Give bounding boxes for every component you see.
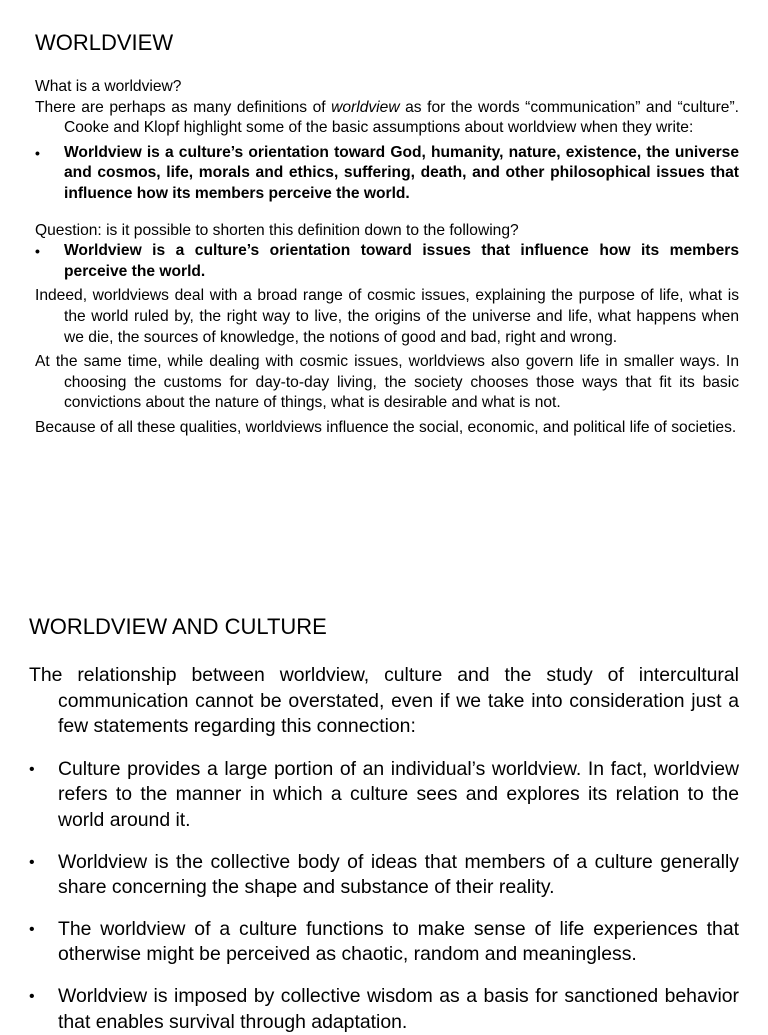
bullet-icon: • [35,243,40,260]
bullet-icon: • [29,760,35,778]
section-title: WORLDVIEW AND CULTURE [29,614,327,639]
intro-paragraph: The relationship between worldview, culture and the study of intercultural communication cannot be overstated, even if we take into consideration just a few statements regarding this connection: [29,664,739,738]
body-paragraph: At the same time, while dealing with cosmic issues, worldviews also govern life in smaller ways. In choosing the customs for day-to-day living, the society chooses those ways that fit its basic convictions about the nature of things, what is desirable and what is not. [35,353,739,412]
bullet-icon: • [29,987,35,1005]
intro-paragraph: There are perhaps as many definitions of worldview as for the words “communication” and “culture”. Cooke and Klopf highlight some of the basic assumptions about worldview when they write: [35,98,739,137]
worldview-culture-section [29,614,739,1035]
emphasized-term: worldview [331,98,400,116]
question-paragraph: Question: is it possible to shorten this definition down to the following? [35,221,519,239]
definition-bullet: • Worldview is a culture’s orientation toward God, humanity, nature, existence, the universe and cosmos, life, morals and ethics, suffering, death, and other philosophical issues that influence how its members perceive the world. [35,143,739,202]
list-item: • The worldview of a culture functions to make sense of life experiences that otherwise might be perceived as chaotic, random and meaningless. [29,917,739,966]
question-heading: What is a worldview? [35,78,182,95]
section-title: WORLDVIEW [35,30,174,55]
list-item: • Culture provides a large portion of an individual’s worldview. In fact, worldview refers to the manner in which a culture sees and explores its relation to the world around it. [29,757,739,831]
short-definition-bullet: • Worldview is a culture’s orientation toward issues that influence how its members perceive the world. [35,242,739,280]
bullet-icon: • [29,853,35,871]
bullet-icon: • [35,144,40,161]
body-paragraph: Because of all these qualities, worldviews influence the social, economic, and political life of societies. [35,418,737,436]
list-item: • Worldview is imposed by collective wisdom as a basis for sanctioned behavior that enables survival through adaptation. [29,984,739,1033]
bullet-icon: • [29,920,35,938]
body-paragraph: Indeed, worldviews deal with a broad range of cosmic issues, explaining the purpose of life, what is the world ruled by, the right way to live, the origins of the universe and life, what happens when we die, the sources of knowledge, the notions of good and bad, right and wrong. [35,287,739,346]
worldview-section [35,30,739,439]
list-item: • Worldview is the collective body of ideas that members of a culture generally share concerning the shape and substance of their reality. [29,850,739,899]
